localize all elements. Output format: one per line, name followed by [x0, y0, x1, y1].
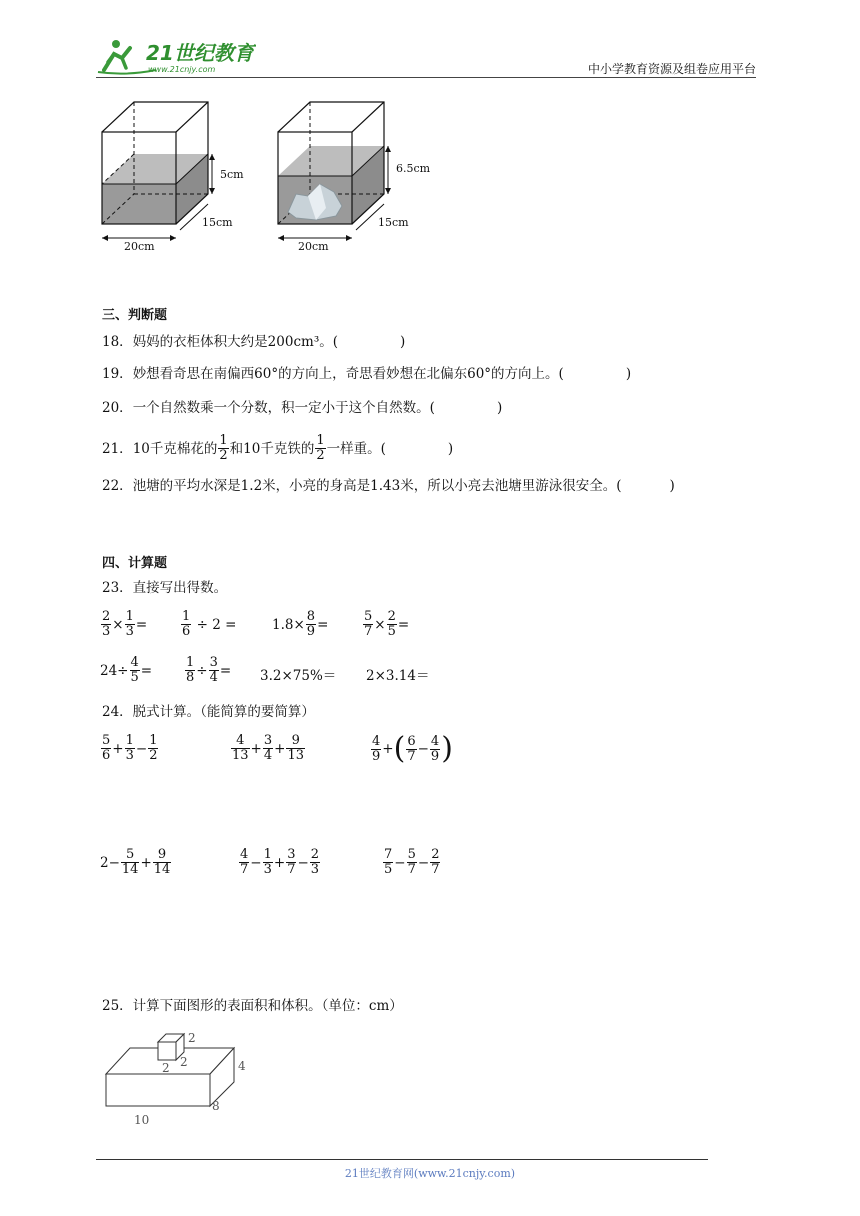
left-depth-label: 15cm [202, 216, 233, 229]
section3-title: 三、判断题 [102, 308, 168, 323]
question-23: 23．直接写出得数。 [102, 580, 228, 596]
calc23-expr-1: $\frac{2}{3}$ × $\frac{1}{3}$ = [102, 609, 148, 639]
calc24-expr-5: $\frac{4}{7}$ − $\frac{1}{3}$ + $\frac{3}{7}$ − $\frac{2}{3}$ [240, 847, 320, 877]
platform-name: 中小学教育资源及组卷应用平台 [587, 62, 756, 76]
cuboid-figure [100, 1026, 270, 1130]
question-21: 21． 10千克棉花的 $\frac{1}{2}$ 和10千克铁的 $\frac{1}{2}$ 一样重。( ) [102, 433, 454, 463]
calc23-expr-6: $\frac{1}{8}$ ÷ $\frac{3}{4}$ = [186, 655, 232, 685]
left-height-label: 5cm [220, 168, 244, 181]
calc24-expr-6: $\frac{7}{5}$ − $\frac{5}{7}$ − $\frac{2}{7}$ [384, 847, 440, 877]
calc24-expr-1: $\frac{5}{6}$ + $\frac{1}{3}$ − $\frac{1}{2}$ [102, 733, 158, 763]
fig25-height: 4 [238, 1059, 246, 1073]
calc23-expr-5: 24÷ $\frac{4}{5}$ = [100, 655, 153, 685]
right-depth-label: 15cm [378, 216, 409, 229]
question-22: 22．池塘的平均水深是1.2米，小亮的身高是1.43米，所以小亮去池塘里游泳很安全。( ) [102, 478, 675, 494]
fig25-top-h: 2 [188, 1031, 196, 1045]
tank-figures [96, 96, 446, 256]
fig25-top-w: 2 [162, 1061, 170, 1075]
calc24-expr-2: $\frac{4}{13}$ + $\frac{3}{4}$ + $\frac{9}{13}$ [232, 733, 304, 763]
site-logo [96, 36, 256, 80]
question-25: 25．计算下面图形的表面积和体积。（单位：cm） [102, 998, 403, 1014]
fig25-top-d: 2 [180, 1055, 188, 1069]
logo-text: 21世纪教育 [146, 41, 254, 65]
question-19: 19．妙想看奇思在南偏西60°的方向上，奇思看妙想在北偏东60°的方向上。( ) [102, 366, 632, 382]
fig25-depth: 8 [212, 1099, 220, 1113]
header-divider [96, 77, 756, 78]
calc23-expr-2: $\frac{1}{6}$ ÷ 2 = [182, 609, 237, 639]
right-height-label: 6.5cm [396, 162, 431, 175]
calc24-expr-4: 2 − $\frac{5}{14}$ + $\frac{9}{14}$ [100, 847, 171, 877]
calc23-expr-7: 3.2×75%＝ [260, 668, 337, 684]
right-width-label: 20cm [298, 240, 329, 253]
footer-link[interactable]: 21世纪教育网(www.21cnjy.com) [344, 1167, 516, 1180]
calc23-expr-3: 1.8× $\frac{8}{9}$ = [272, 609, 329, 639]
left-width-label: 20cm [124, 240, 155, 253]
calc24-expr-3: $\frac{4}{9}$ + ( $\frac{6}{7}$ − $\frac{4}{9}$ ) [372, 731, 453, 766]
fig25-length: 10 [134, 1113, 150, 1127]
logo-url: www.21cnjy.com [148, 65, 216, 74]
footer-divider [96, 1159, 708, 1160]
question-24: 24．脱式计算。（能简算的要简算） [102, 704, 315, 720]
section4-title: 四、计算题 [102, 556, 168, 571]
calc23-expr-4: $\frac{5}{7}$ × $\frac{2}{5}$ = [364, 609, 410, 639]
question-18: 18．妈妈的衣柜体积大约是200cm³。( ) [102, 334, 406, 350]
calc23-expr-8: 2×3.14＝ [366, 668, 430, 684]
question-20: 20．一个自然数乘一个分数，积一定小于这个自然数。( ) [102, 400, 503, 416]
